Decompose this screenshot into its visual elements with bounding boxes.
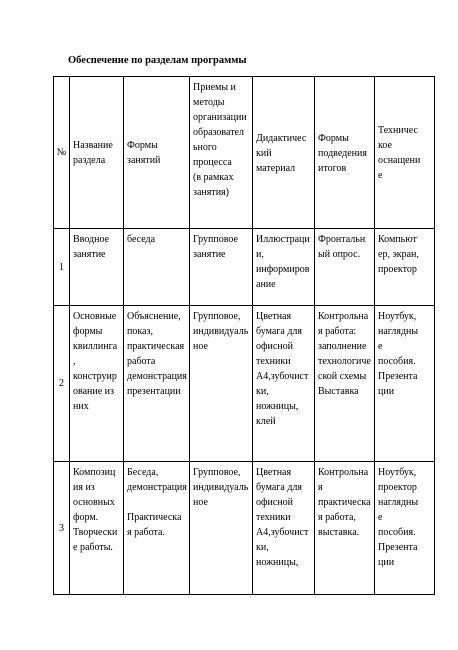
table-row	[54, 229, 435, 306]
cell-equipment: Компьют ер, экран, проектор	[375, 229, 435, 306]
row-number: 2	[54, 306, 70, 462]
header-section-name: Название раздела	[70, 77, 124, 229]
cell-lesson-forms: Объяснение, показ, практическая работа демонстрация презентации	[124, 306, 190, 462]
row-number: 1	[54, 229, 70, 306]
cell-equipment: Ноутбук, проектор наглядны е пособия. Презента ции	[375, 462, 435, 595]
header-didactic-material: Дидактичес кий материал	[253, 77, 315, 229]
header-number: №	[54, 77, 70, 229]
table-row	[54, 462, 435, 595]
cell-methods: Групповое занятие	[190, 229, 253, 306]
header-lesson-forms: Формы занятий	[124, 77, 190, 229]
cell-methods: Групповое, индивидуаль ное	[190, 306, 253, 462]
cell-summary-forms: Контрольна я работа: заполнение технологиче ской схемы Выставка	[315, 306, 375, 462]
cell-methods: Групповое, индивидуаль ное	[190, 462, 253, 595]
cell-summary-forms: Контрольна я практическа я работа, выставка.	[315, 462, 375, 595]
cell-section-name: Композиц ия из основных форм. Творчески е работы.	[70, 462, 124, 595]
cell-didactic-material: Иллюстраци и, информиров ание	[253, 229, 315, 306]
header-equipment: Техничес кое оснащени е	[375, 77, 435, 229]
table-header-row	[54, 77, 435, 229]
cell-section-name: Основные формы квиллинга , конструир ование из них	[70, 306, 124, 462]
header-methods: Приемы и методы организации образовател ьного процесса (в рамках занятия)	[190, 77, 253, 229]
header-summary-forms: Формы подведения итогов	[315, 77, 375, 229]
cell-summary-forms: Фронтальн ый опрос.	[315, 229, 375, 306]
cell-didactic-material: Цветная бумага для офисной техники А4,зубочист ки, ножницы,	[253, 462, 315, 595]
table-row	[54, 306, 435, 462]
cell-lesson-forms: Беседа, демонстрация Практическа я работа.	[124, 462, 190, 595]
cell-section-name: Вводное занятие	[70, 229, 124, 306]
cell-lesson-forms: беседа	[124, 229, 190, 306]
page-title: Обеспечение по разделам программы	[68, 55, 247, 66]
cell-equipment: Ноутбук, наглядны е пособия. Презента ции	[375, 306, 435, 462]
row-number: 3	[54, 462, 70, 595]
program-table	[53, 76, 435, 595]
cell-didactic-material: Цветная бумага для офисной техники А4,зубочист ки, ножницы, клей	[253, 306, 315, 462]
